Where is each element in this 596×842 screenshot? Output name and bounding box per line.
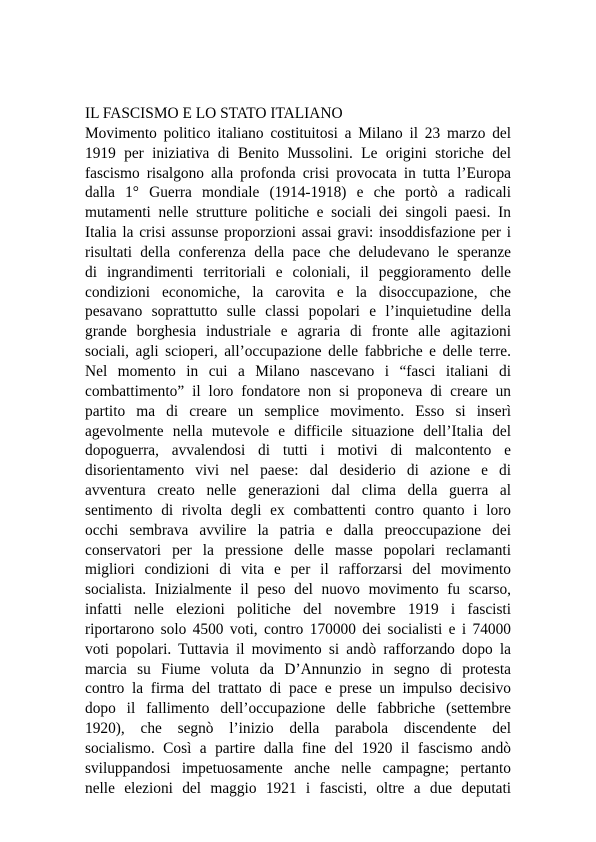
text-line: infatti nelle elezioni politiche del novembre 1919 i fascisti	[85, 601, 511, 619]
text-line: 1920), che segnò l’inizio della parabola discendente del	[85, 720, 511, 738]
text-line: di ingrandimenti territoriali e coloniali, il peggioramento delle	[85, 263, 511, 281]
text-line: dopoguerra, avvalendosi di tutti i motivi di malcontento e	[85, 442, 511, 460]
text-line: sociali, agli scioperi, all’occupazione delle fabbriche e delle terre.	[85, 343, 511, 361]
text-line: pesavano soprattutto sulle classi popolari e l’inquietudine della	[85, 303, 511, 321]
text-line: avventura creato nelle generazioni dal clima della guerra al	[85, 482, 511, 500]
text-line: fascismo risalgono alla profonda crisi provocata in tutta l’Europa	[85, 164, 511, 182]
text-line: Italia la crisi assunse proporzioni assai gravi: insoddisfazione per i	[85, 224, 511, 242]
text-line: agevolmente nella mutevole e difficile situazione dell’Italia del	[85, 422, 511, 440]
text-line: Nel momento in cui a Milano nascevano i “fasci italiani di	[85, 362, 511, 380]
text-line: voti popolari. Tuttavia il movimento si andò rafforzando dopo la	[85, 640, 511, 658]
text-line: Movimento politico italiano costituitosi a Milano il 23 marzo del	[85, 124, 511, 142]
text-line: dopo il fallimento dell’occupazione delle fabbriche (settembre	[85, 700, 511, 718]
text-line: contro la firma del trattato di pace e prese un impulso decisivo	[85, 680, 511, 698]
text-line: riportarono solo 4500 voti, contro 170000 dei socialisti e i 74000	[85, 620, 511, 638]
body-text	[85, 104, 511, 799]
text-line: conservatori per la pressione delle masse popolari reclamanti	[85, 541, 511, 559]
text-line: nelle elezioni del maggio 1921 i fascisti, oltre a due deputati	[85, 779, 511, 797]
text-line: combattimento” il loro fondatore non si proponeva di creare un	[85, 382, 511, 400]
text-line: sviluppandosi impetuosamente anche nelle campagne; pertanto	[85, 759, 511, 777]
text-line: partito ma di creare un semplice movimento. Esso si inserì	[85, 402, 511, 420]
text-line: condizioni economiche, la carovita e la disoccupazione, che	[85, 283, 511, 301]
text-line: socialista. Inizialmente il peso del nuovo movimento fu scarso,	[85, 581, 511, 599]
text-line: 1919 per iniziativa di Benito Mussolini. Le origini storiche del	[85, 144, 511, 162]
text-line: marcia su Fiume voluta da D’Annunzio in segno di protesta	[85, 660, 511, 678]
text-line: risultati della conferenza della pace che deludevano le speranze	[85, 243, 511, 261]
text-line: socialismo. Così a partire dalla fine del 1920 il fascismo andò	[85, 740, 511, 757]
text-line: sentimento di rivolta degli ex combattenti contro quanto i loro	[85, 501, 511, 519]
text-line: dalla 1° Guerra mondiale (1914-1918) e che portò a radicali	[85, 184, 511, 202]
text-line: mutamenti nelle strutture politiche e sociali dei singoli paesi. In	[85, 204, 511, 222]
document-title: IL FASCISMO E LO STATO ITALIANO	[85, 105, 343, 122]
text-line: migliori condizioni di vita e per il rafforzarsi del movimento	[85, 561, 511, 579]
text-line: occhi sembrava avvilire la patria e dalla preoccupazione dei	[85, 521, 511, 539]
text-line: disorientamento vivi nel paese: dal desiderio di azione e di	[85, 462, 511, 480]
text-line: grande borghesia industriale e agraria di fronte alle agitazioni	[85, 323, 511, 341]
